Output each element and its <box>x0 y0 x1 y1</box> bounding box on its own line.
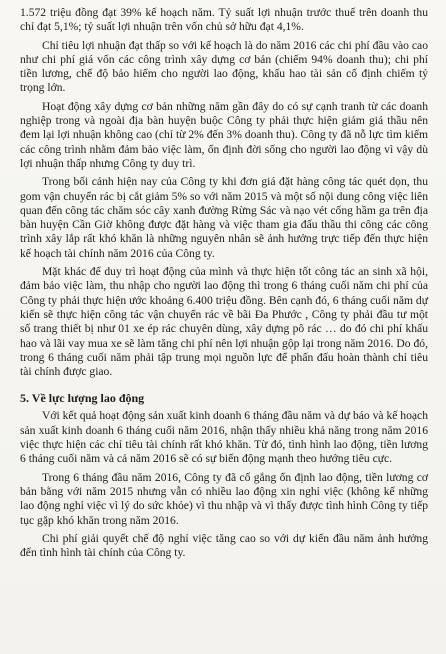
paragraph-current-context: Trong bối cảnh hiện nay của Công ty khi đơn giá đặt hàng công tác quét dọn, thu gom vận chuyển rác bị cắt giảm 5% so với năm 2015 và một số nội dung công việc liên quan đến công tác chăm sóc cây xanh đường Rừng Sác và nạo vét cống hầm ga trên địa bàn huyện Cần Giờ không được đặt hàng và việc tham gia đấu thầu thi công các công trình xây lắp rất khó khăn là những nguyên nhân sẽ ảnh hưởng trực tiếp đến thực hiện kế hoạch tài chính năm 2016 của Công ty. <box>20 175 428 260</box>
paragraph-construction-activity: Hoạt động xây dựng cơ bản những năm gần đây do có sự cạnh tranh từ các doanh nghiệp trong và ngoài địa bàn huyện buộc Công ty phải thực hiện giảm giá thầu nên đem lại lợi nhuận không cao (chỉ từ 2% đến 3% doanh thu). Công ty đã nỗ lực tìm kiếm các công trình nhằm đảm bảo việc làm, ổn định đời sống cho người lao động vì vậy dù lợi nhuận thấp nhưng Công ty duy trì. <box>20 99 428 170</box>
paragraph-low-profit-reason: Chỉ tiêu lợi nhuận đạt thấp so với kế hoạch là do năm 2016 các chi phí đầu vào cao như chi phí giá vốn các công trình xây dựng cơ bản (chiếm 94% doanh thu); chi phí tiền lương, chế độ bảo hiểm cho người lao động, khấu hao tài sản cố định chiếm tỷ trọng lớn. <box>20 38 428 95</box>
paragraph-severance-costs: Chi phí giải quyết chế độ nghỉ việc tăng cao so với dự kiến đầu năm ảnh hưởng đến tình hình tài chính của Công ty. <box>20 531 428 560</box>
paragraph-first-half-labor: Trong 6 tháng đầu năm 2016, Công ty đã cố gắng ổn định lao động, tiền lương cơ bản bằng với năm 2015 nhưng vẫn có nhiều lao động xin nghỉ việc (không kể những lao động nghỉ việc vì lý do sức khỏe) vì thu nhập và vì thấy được tình hình Công ty tiếp tục gặp khó khăn trong năm 2016. <box>20 470 428 527</box>
paragraph-business-results: Với kết quả hoạt động sản xuất kinh doanh 6 tháng đầu năm và dự báo và kế hoạch sản xuất kinh doanh 6 tháng cuối năm 2016, nhận thấy nhiều khả năng trong năm 2016 việc thực hiện các chỉ tiêu tài chính rất khó khăn. Từ đó, tình hình lao động, tiền lương 6 tháng cuối năm và cả năm 2016 sẽ có sự biến động mạnh theo hướng tiêu cực. <box>20 409 428 466</box>
section-heading-workforce: 5. Về lực lượng lao động <box>20 391 145 406</box>
paragraph-social-security: Mặt khác để duy trì hoạt động của mình và thực hiện tốt công tác an sinh xã hội, đảm bảo việc làm, thu nhập cho người lao động thì trong 6 tháng cuối năm chi phí của Công ty phải thực hiện ước khoảng 6.400 triệu đồng. Bên cạnh đó, 6 tháng cuối năm dự kiến sẽ thực hiện công tác vận chuyển rác về bãi Đa Phước , Công ty phải đầu tư một số trang thiết bị như 01 xe ép rác chuyên dùng, xây dựng pô rác … do đó chi phí khấu hao và lãi vay mua xe sẽ làm tăng chi phí nên lợi nhuận gộp lại trong năm 2016. Do đó, trong 6 tháng cuối năm phải tập trung mọi nguồn lực để phấn đấu hoàn thành chỉ tiêu tài chính được giao. <box>20 265 428 379</box>
paragraph-profit-ratio: 1.572 triệu đồng đạt 39% kế hoạch năm. Tỷ suất lợi nhuận trước thuế trên doanh thu chỉ đạt 5,1%; tỷ suất lợi nhuận trên vốn chủ sở hữu đạt 4,1%. <box>20 6 428 34</box>
